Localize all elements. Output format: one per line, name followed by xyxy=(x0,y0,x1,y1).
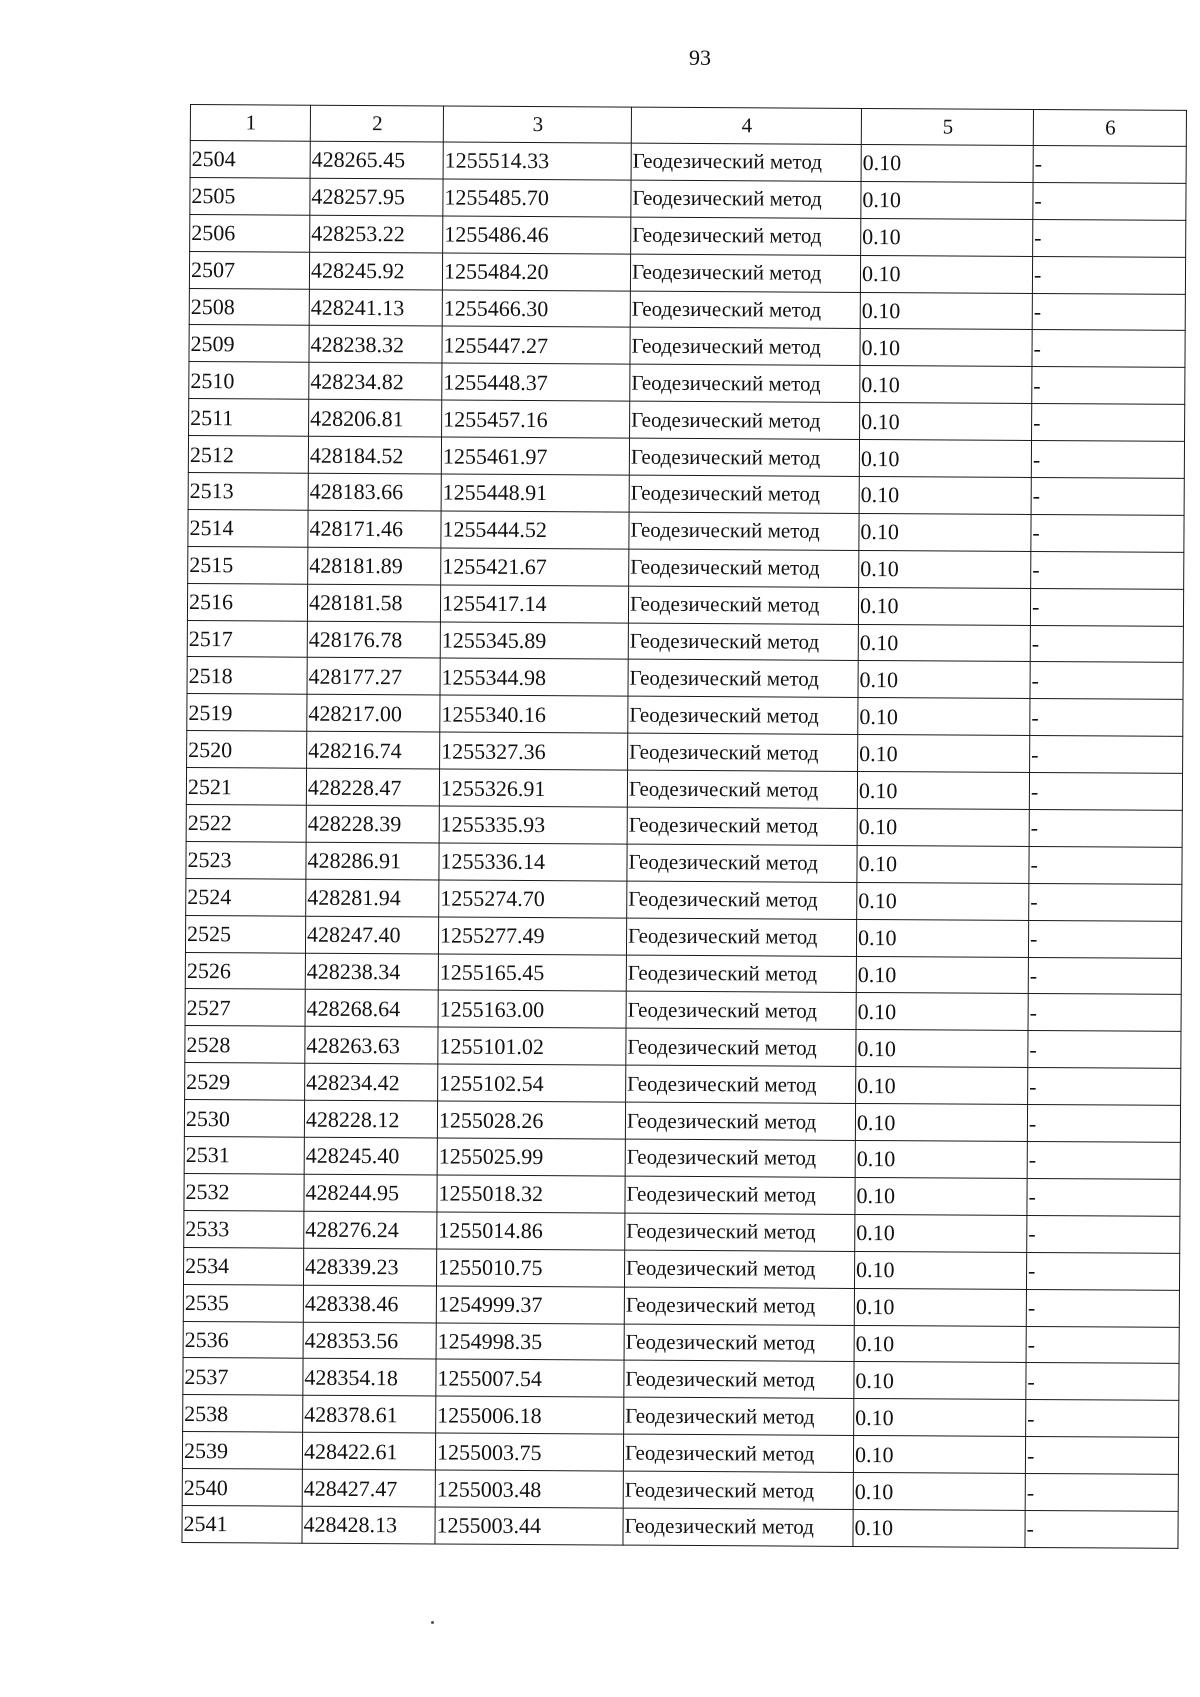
table-row xyxy=(183,1358,1179,1401)
header-row xyxy=(190,105,1186,147)
x-coordinate-cell: 428228.47 xyxy=(306,768,439,806)
y-coordinate-cell: 1255448.37 xyxy=(442,363,630,401)
point-number-cell: 2538 xyxy=(183,1395,303,1433)
y-coordinate-cell: 1255101.02 xyxy=(438,1027,626,1065)
table-row xyxy=(189,325,1185,368)
note-cell: - xyxy=(1027,1178,1180,1216)
accuracy-cell: 0.10 xyxy=(858,661,1030,699)
y-coordinate-cell: 1255014.86 xyxy=(437,1212,625,1250)
x-coordinate-cell: 428234.82 xyxy=(309,363,442,401)
x-coordinate-cell: 428268.64 xyxy=(305,990,438,1028)
note-cell: - xyxy=(1029,773,1182,811)
accuracy-cell: 0.10 xyxy=(860,292,1032,330)
point-number-cell: 2512 xyxy=(188,436,308,474)
table-row xyxy=(187,620,1183,663)
y-coordinate-cell: 1254999.37 xyxy=(436,1286,624,1324)
point-number-cell: 2533 xyxy=(184,1210,304,1248)
method-cell: Геодезический метод xyxy=(624,1250,854,1288)
point-number-cell: 2509 xyxy=(189,325,309,363)
method-cell: Геодезический метод xyxy=(623,1434,853,1472)
y-coordinate-cell: 1255003.75 xyxy=(435,1433,623,1471)
x-coordinate-cell: 428181.58 xyxy=(307,584,440,622)
note-cell: - xyxy=(1030,699,1183,737)
note-cell: - xyxy=(1032,330,1185,368)
column-header-1: 1 xyxy=(190,105,310,142)
accuracy-cell: 0.10 xyxy=(860,403,1032,441)
y-coordinate-cell: 1255447.27 xyxy=(442,326,630,364)
y-coordinate-cell: 1255007.54 xyxy=(436,1359,624,1397)
method-cell: Геодезический метод xyxy=(629,549,859,587)
y-coordinate-cell: 1255421.67 xyxy=(441,548,629,586)
method-cell: Геодезический метод xyxy=(625,1213,855,1251)
y-coordinate-cell: 1255466.30 xyxy=(442,290,630,328)
note-cell: - xyxy=(1032,256,1185,294)
y-coordinate-cell: 1255165.45 xyxy=(438,954,626,992)
x-coordinate-cell: 428171.46 xyxy=(308,510,441,548)
note-cell: - xyxy=(1032,293,1185,331)
point-number-cell: 2504 xyxy=(190,141,310,179)
accuracy-cell: 0.10 xyxy=(855,1104,1027,1142)
note-cell: - xyxy=(1027,1105,1180,1143)
x-coordinate-cell: 428428.13 xyxy=(302,1506,435,1544)
point-number-cell: 2526 xyxy=(185,952,305,990)
method-cell: Геодезический метод xyxy=(625,1139,855,1177)
point-number-cell: 2532 xyxy=(184,1173,304,1211)
x-coordinate-cell: 428276.24 xyxy=(304,1211,437,1249)
x-coordinate-cell: 428241.13 xyxy=(309,289,442,327)
method-cell: Геодезический метод xyxy=(629,475,859,513)
accuracy-cell: 0.10 xyxy=(855,1177,1027,1215)
x-coordinate-cell: 428253.22 xyxy=(310,215,443,253)
table-body xyxy=(182,141,1186,1549)
note-cell: - xyxy=(1032,404,1185,442)
note-cell: - xyxy=(1026,1289,1179,1327)
y-coordinate-cell: 1255326.91 xyxy=(439,769,627,807)
x-coordinate-cell: 428234.42 xyxy=(305,1063,438,1101)
point-number-cell: 2519 xyxy=(187,694,307,732)
x-coordinate-cell: 428238.32 xyxy=(309,326,442,364)
point-number-cell: 2524 xyxy=(186,878,306,916)
method-cell: Геодезический метод xyxy=(628,733,858,771)
note-cell: - xyxy=(1032,367,1185,405)
method-cell: Геодезический метод xyxy=(627,881,857,919)
point-number-cell: 2528 xyxy=(185,1026,305,1064)
point-number-cell: 2534 xyxy=(183,1247,303,1285)
y-coordinate-cell: 1255444.52 xyxy=(441,511,629,549)
table-row xyxy=(184,1173,1180,1216)
y-coordinate-cell: 1255345.89 xyxy=(440,622,628,660)
method-cell: Геодезический метод xyxy=(630,364,860,402)
method-cell: Геодезический метод xyxy=(626,1065,856,1103)
point-number-cell: 2530 xyxy=(184,1100,304,1138)
y-coordinate-cell: 1255327.36 xyxy=(440,732,628,770)
accuracy-cell: 0.10 xyxy=(854,1362,1026,1400)
table-row xyxy=(185,1026,1181,1069)
x-coordinate-cell: 428378.61 xyxy=(303,1395,436,1433)
note-cell: - xyxy=(1033,182,1186,220)
note-cell: - xyxy=(1029,810,1182,848)
point-number-cell: 2511 xyxy=(189,399,309,437)
point-number-cell: 2505 xyxy=(190,177,310,215)
method-cell: Геодезический метод xyxy=(628,696,858,734)
x-coordinate-cell: 428183.66 xyxy=(308,473,441,511)
point-number-cell: 2520 xyxy=(187,731,307,769)
accuracy-cell: 0.10 xyxy=(861,181,1033,219)
y-coordinate-cell: 1255003.44 xyxy=(435,1507,623,1545)
note-cell: - xyxy=(1031,441,1184,479)
point-number-cell: 2517 xyxy=(187,620,307,658)
note-cell: - xyxy=(1028,920,1181,958)
accuracy-cell: 0.10 xyxy=(859,513,1031,551)
accuracy-cell: 0.10 xyxy=(861,218,1033,256)
accuracy-cell: 0.10 xyxy=(856,1030,1028,1068)
scan-speck xyxy=(431,1621,434,1624)
table-row xyxy=(189,362,1185,405)
accuracy-cell: 0.10 xyxy=(855,1214,1027,1252)
note-cell: - xyxy=(1030,625,1183,663)
x-coordinate-cell: 428245.40 xyxy=(304,1137,437,1175)
y-coordinate-cell: 1255336.14 xyxy=(439,843,627,881)
method-cell: Геодезический метод xyxy=(628,660,858,698)
x-coordinate-cell: 428217.00 xyxy=(307,695,440,733)
accuracy-cell: 0.10 xyxy=(858,624,1030,662)
note-cell: - xyxy=(1027,1142,1180,1180)
table-row xyxy=(183,1247,1179,1290)
y-coordinate-cell: 1255102.54 xyxy=(438,1064,626,1102)
point-number-cell: 2515 xyxy=(188,546,308,584)
x-coordinate-cell: 428257.95 xyxy=(310,178,443,216)
x-coordinate-cell: 428184.52 xyxy=(308,436,441,474)
accuracy-cell: 0.10 xyxy=(860,255,1032,293)
point-number-cell: 2537 xyxy=(183,1358,303,1396)
note-cell: - xyxy=(1028,1031,1181,1069)
method-cell: Геодезический метод xyxy=(630,328,860,366)
point-number-cell: 2539 xyxy=(182,1432,302,1470)
table-row xyxy=(183,1395,1179,1438)
method-cell: Геодезический метод xyxy=(625,1176,855,1214)
table-row xyxy=(189,288,1185,331)
x-coordinate-cell: 428353.56 xyxy=(303,1322,436,1360)
point-number-cell: 2513 xyxy=(188,473,308,511)
point-number-cell: 2536 xyxy=(183,1321,303,1359)
y-coordinate-cell: 1255485.70 xyxy=(443,179,631,217)
x-coordinate-cell: 428228.12 xyxy=(304,1100,437,1138)
table-row xyxy=(187,583,1183,626)
method-cell: Геодезический метод xyxy=(626,992,856,1030)
method-cell: Геодезический метод xyxy=(629,512,859,550)
accuracy-cell: 0.10 xyxy=(854,1399,1026,1437)
y-coordinate-cell: 1255461.97 xyxy=(441,437,629,475)
x-coordinate-cell: 428177.27 xyxy=(307,658,440,696)
method-cell: Геодезический метод xyxy=(630,254,860,292)
table-row xyxy=(184,1100,1180,1143)
table-row xyxy=(189,251,1185,294)
y-coordinate-cell: 1255457.16 xyxy=(442,400,630,438)
x-coordinate-cell: 428181.89 xyxy=(308,547,441,585)
note-cell: - xyxy=(1025,1510,1178,1548)
note-cell: - xyxy=(1031,478,1184,516)
point-number-cell: 2541 xyxy=(182,1505,302,1543)
method-cell: Геодезический метод xyxy=(626,1028,856,1066)
accuracy-cell: 0.10 xyxy=(858,698,1030,736)
table-row xyxy=(183,1321,1179,1364)
method-cell: Геодезический метод xyxy=(631,143,861,181)
method-cell: Геодезический метод xyxy=(623,1508,853,1546)
point-number-cell: 2521 xyxy=(186,768,306,806)
x-coordinate-cell: 428338.46 xyxy=(303,1285,436,1323)
table-row xyxy=(185,915,1181,958)
method-cell: Геодезический метод xyxy=(627,807,857,845)
method-cell: Геодезический метод xyxy=(624,1287,854,1325)
accuracy-cell: 0.10 xyxy=(857,772,1029,810)
x-coordinate-cell: 428216.74 xyxy=(307,731,440,769)
accuracy-cell: 0.10 xyxy=(859,550,1031,588)
note-cell: - xyxy=(1030,588,1183,626)
accuracy-cell: 0.10 xyxy=(853,1509,1025,1547)
method-cell: Геодезический метод xyxy=(630,291,860,329)
accuracy-cell: 0.10 xyxy=(856,1067,1028,1105)
column-header-5: 5 xyxy=(861,108,1033,145)
method-cell: Геодезический метод xyxy=(626,955,856,993)
table-row xyxy=(190,141,1186,184)
point-number-cell: 2516 xyxy=(187,583,307,621)
table-row xyxy=(187,731,1183,774)
method-cell: Геодезический метод xyxy=(624,1397,854,1435)
y-coordinate-cell: 1255028.26 xyxy=(437,1101,625,1139)
x-coordinate-cell: 428286.91 xyxy=(306,842,439,880)
table-row xyxy=(184,1210,1180,1253)
method-cell: Геодезический метод xyxy=(624,1324,854,1362)
table-row xyxy=(188,509,1184,552)
method-cell: Геодезический метод xyxy=(628,586,858,624)
table-row xyxy=(187,694,1183,737)
method-cell: Геодезический метод xyxy=(631,217,861,255)
note-cell: - xyxy=(1029,846,1182,884)
accuracy-cell: 0.10 xyxy=(853,1436,1025,1474)
method-cell: Геодезический метод xyxy=(623,1471,853,1509)
x-coordinate-cell: 428228.39 xyxy=(306,805,439,843)
note-cell: - xyxy=(1033,219,1186,257)
x-coordinate-cell: 428422.61 xyxy=(302,1432,435,1470)
note-cell: - xyxy=(1026,1326,1179,1364)
note-cell: - xyxy=(1027,1215,1180,1253)
point-number-cell: 2522 xyxy=(186,805,306,843)
y-coordinate-cell: 1255025.99 xyxy=(437,1138,625,1176)
note-cell: - xyxy=(1033,146,1186,184)
coordinates-table xyxy=(181,104,1187,1549)
column-header-6: 6 xyxy=(1033,110,1186,147)
x-coordinate-cell: 428176.78 xyxy=(307,621,440,659)
note-cell: - xyxy=(1031,514,1184,552)
y-coordinate-cell: 1255006.18 xyxy=(436,1396,624,1434)
x-coordinate-cell: 428263.63 xyxy=(305,1027,438,1065)
table-row xyxy=(184,1137,1180,1180)
table-row xyxy=(182,1505,1178,1548)
note-cell: - xyxy=(1025,1474,1178,1512)
point-number-cell: 2535 xyxy=(183,1284,303,1322)
note-cell: - xyxy=(1030,736,1183,774)
x-coordinate-cell: 428354.18 xyxy=(303,1359,436,1397)
method-cell: Геодезический метод xyxy=(628,623,858,661)
table-row xyxy=(182,1469,1178,1512)
y-coordinate-cell: 1255514.33 xyxy=(443,142,631,180)
note-cell: - xyxy=(1028,957,1181,995)
note-cell: - xyxy=(1026,1400,1179,1438)
x-coordinate-cell: 428339.23 xyxy=(303,1248,436,1286)
y-coordinate-cell: 1255018.32 xyxy=(437,1175,625,1213)
method-cell: Геодезический метод xyxy=(625,1102,855,1140)
table-header xyxy=(190,105,1186,147)
note-cell: - xyxy=(1029,883,1182,921)
table-row xyxy=(183,1284,1179,1327)
accuracy-cell: 0.10 xyxy=(854,1288,1026,1326)
point-number-cell: 2529 xyxy=(185,1063,305,1101)
table-row xyxy=(188,473,1184,516)
accuracy-cell: 0.10 xyxy=(856,956,1028,994)
point-number-cell: 2540 xyxy=(182,1469,302,1507)
table-row xyxy=(186,805,1182,848)
y-coordinate-cell: 1255448.91 xyxy=(441,474,629,512)
table-row xyxy=(190,177,1186,220)
point-number-cell: 2518 xyxy=(187,657,307,695)
accuracy-cell: 0.10 xyxy=(853,1473,1025,1511)
column-header-3: 3 xyxy=(443,106,631,143)
table-row xyxy=(187,657,1183,700)
table-row xyxy=(186,878,1182,921)
accuracy-cell: 0.10 xyxy=(857,882,1029,920)
accuracy-cell: 0.10 xyxy=(856,919,1028,957)
y-coordinate-cell: 1255344.98 xyxy=(440,658,628,696)
table-row xyxy=(185,1063,1181,1106)
accuracy-cell: 0.10 xyxy=(859,476,1031,514)
x-coordinate-cell: 428265.45 xyxy=(310,141,443,179)
x-coordinate-cell: 428247.40 xyxy=(305,916,438,954)
y-coordinate-cell: 1255486.46 xyxy=(443,216,631,254)
accuracy-cell: 0.10 xyxy=(857,845,1029,883)
x-coordinate-cell: 428244.95 xyxy=(304,1174,437,1212)
point-number-cell: 2531 xyxy=(184,1137,304,1175)
table-row xyxy=(182,1432,1178,1475)
y-coordinate-cell: 1255417.14 xyxy=(440,585,628,623)
accuracy-cell: 0.10 xyxy=(856,993,1028,1031)
x-coordinate-cell: 428206.81 xyxy=(309,399,442,437)
point-number-cell: 2508 xyxy=(189,288,309,326)
note-cell: - xyxy=(1028,1068,1181,1106)
table-row xyxy=(186,841,1182,884)
table-row xyxy=(186,768,1182,811)
accuracy-cell: 0.10 xyxy=(861,144,1033,182)
method-cell: Геодезический метод xyxy=(631,180,861,218)
accuracy-cell: 0.10 xyxy=(858,587,1030,625)
x-coordinate-cell: 428281.94 xyxy=(306,879,439,917)
y-coordinate-cell: 1255003.48 xyxy=(435,1470,623,1508)
note-cell: - xyxy=(1026,1363,1179,1401)
point-number-cell: 2525 xyxy=(185,915,305,953)
table-row xyxy=(185,989,1181,1032)
point-number-cell: 2514 xyxy=(188,509,308,547)
method-cell: Геодезический метод xyxy=(627,770,857,808)
y-coordinate-cell: 1255274.70 xyxy=(439,880,627,918)
note-cell: - xyxy=(1031,551,1184,589)
note-cell: - xyxy=(1030,662,1183,700)
table-row xyxy=(185,952,1181,995)
point-number-cell: 2527 xyxy=(185,989,305,1027)
method-cell: Геодезический метод xyxy=(626,918,856,956)
y-coordinate-cell: 1255340.16 xyxy=(440,695,628,733)
accuracy-cell: 0.10 xyxy=(860,329,1032,367)
y-coordinate-cell: 1255277.49 xyxy=(438,917,626,955)
table-row xyxy=(188,546,1184,589)
accuracy-cell: 0.10 xyxy=(854,1251,1026,1289)
y-coordinate-cell: 1255163.00 xyxy=(438,990,626,1028)
point-number-cell: 2507 xyxy=(189,251,309,289)
accuracy-cell: 0.10 xyxy=(860,366,1032,404)
y-coordinate-cell: 1255335.93 xyxy=(439,806,627,844)
point-number-cell: 2510 xyxy=(189,362,309,400)
y-coordinate-cell: 1254998.35 xyxy=(436,1322,624,1360)
table-row xyxy=(190,214,1186,257)
accuracy-cell: 0.10 xyxy=(857,809,1029,847)
table-row xyxy=(189,399,1185,442)
x-coordinate-cell: 428245.92 xyxy=(309,252,442,290)
column-header-2: 2 xyxy=(310,105,443,142)
method-cell: Геодезический метод xyxy=(627,844,857,882)
column-header-4: 4 xyxy=(631,107,861,144)
accuracy-cell: 0.10 xyxy=(854,1325,1026,1363)
y-coordinate-cell: 1255484.20 xyxy=(442,253,630,291)
note-cell: - xyxy=(1028,994,1181,1032)
accuracy-cell: 0.10 xyxy=(855,1141,1027,1179)
y-coordinate-cell: 1255010.75 xyxy=(436,1249,624,1287)
method-cell: Геодезический метод xyxy=(624,1360,854,1398)
accuracy-cell: 0.10 xyxy=(859,440,1031,478)
page-number: 93 xyxy=(689,45,711,70)
note-cell: - xyxy=(1025,1437,1178,1475)
x-coordinate-cell: 428238.34 xyxy=(305,953,438,991)
point-number-cell: 2523 xyxy=(186,841,306,879)
note-cell: - xyxy=(1026,1252,1179,1290)
table-row xyxy=(188,436,1184,479)
point-number-cell: 2506 xyxy=(190,214,310,252)
accuracy-cell: 0.10 xyxy=(858,735,1030,773)
x-coordinate-cell: 428427.47 xyxy=(302,1469,435,1507)
method-cell: Геодезический метод xyxy=(630,401,860,439)
method-cell: Геодезический метод xyxy=(629,438,859,476)
